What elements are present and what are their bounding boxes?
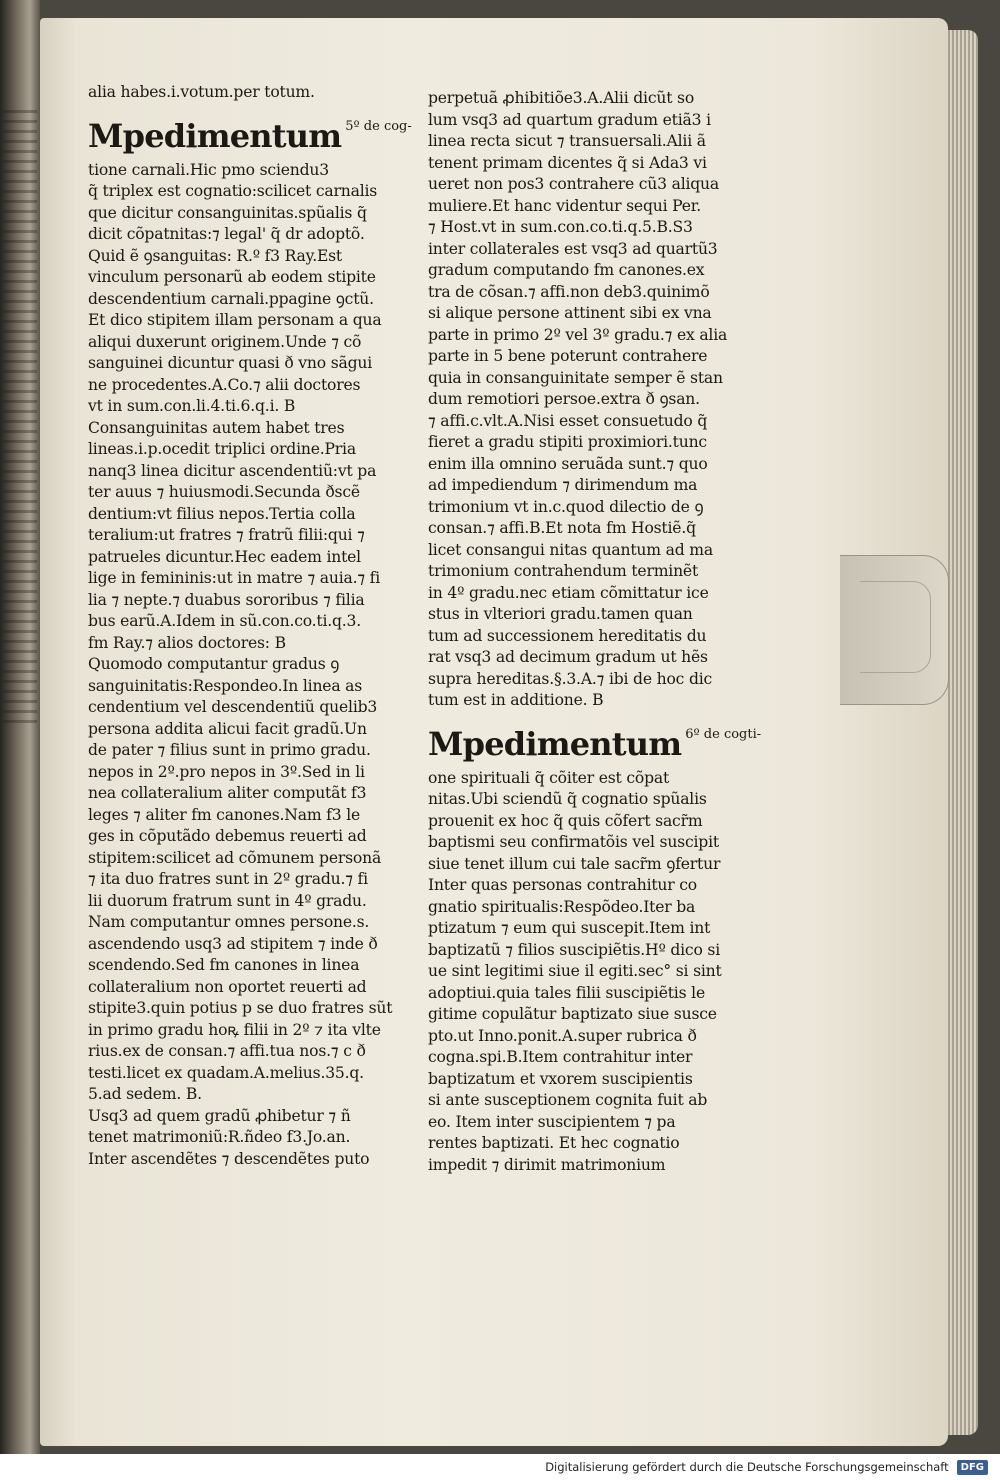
- text-line: persona addita alicui facit gradũ.Un: [88, 719, 367, 738]
- text-line: dentium:vt filius nepos.Tertia colla: [88, 504, 356, 523]
- text-line: gnatio spiritualis:Respõdeo.Iter ba: [428, 897, 696, 916]
- left-column-lines: [88, 160, 433, 1171]
- text-line: adoptiui.quia tales filii suscipiẽtis le: [428, 983, 705, 1002]
- text-line: rius.ex de consan.⁊ affi.tua nos.⁊ c ð: [88, 1042, 366, 1060]
- text-line: one spirituali q̃ cõiter est cõpat: [428, 768, 670, 787]
- text-line: gitime copulãtur baptizato siue susce: [428, 1005, 717, 1023]
- text-line: dum remotiori persoe.extra ð ꝯsan.: [428, 390, 700, 408]
- heading-note: 5º de cog-: [345, 118, 412, 134]
- heading-title: Mpedimentum: [428, 724, 682, 763]
- text-line: si ante susceptionem cognita fuit ab: [428, 1091, 708, 1109]
- text-line: ad impediendum ⁊ dirimendum ma: [428, 476, 698, 494]
- text-line: cendentium vel descendentiũ quelib3: [88, 698, 378, 716]
- text-line: Quid ẽ ꝯsanguitas: R.º f3 Ray.Est: [88, 246, 343, 265]
- text-line: gradum computando fm canones.ex: [428, 261, 705, 279]
- text-line: dicit cõpatnitas:⁊ legal' q̃ dr adoptõ.: [88, 225, 365, 243]
- text-line: de pater ⁊ filius sunt in primo gradu.: [88, 741, 371, 759]
- text-line: muliere.Et hanc videntur sequi Per.: [428, 196, 702, 215]
- text-line: nitas.Ubi sciendũ q̃ cognatio spũalis: [428, 790, 707, 808]
- text-line: stipitem:scilicet ad cõmunem personã: [88, 848, 382, 867]
- text-line: siue tenet illum cui tale sacr̃m ꝯfertur: [428, 854, 721, 873]
- text-line: patrueles dicuntur.Hec eadem intel: [88, 547, 361, 566]
- text-line: bus earũ.A.Idem in sũ.con.co.ti.q.3.: [88, 612, 362, 630]
- text-line: scendendo.Sed fm canones in linea: [88, 956, 360, 974]
- text-line: ⁊ Host.vt in sum.con.co.ti.q.5.B.S3: [428, 218, 693, 236]
- text-line: perpetuã ꝓhibitiõe3.A.Alii dicũt so: [428, 89, 695, 107]
- text-line: leges ⁊ aliter fm canones.Nam f3 le: [88, 805, 361, 824]
- text-line: ⁊ affi.c.vlt.A.Nisi esset consuetudo q̃: [428, 411, 708, 430]
- text-line: ue sint legitimi siue il egiti.sec° si sint: [428, 962, 722, 980]
- text-line: Consanguinitas autem habet tres: [88, 418, 345, 437]
- text-line: tum ad successionem hereditatis du: [428, 626, 707, 645]
- text-line: 5.ad sedem. B.: [88, 1085, 202, 1103]
- text-line: Nam computantur omnes persone.s.: [88, 913, 370, 931]
- text-line: cogna.spi.B.Item contrahitur inter: [428, 1048, 693, 1066]
- text-line: inter collaterales est vsq3 ad quartũ3: [428, 239, 718, 258]
- text-line: quia in consanguinitate semper ẽ stan: [428, 368, 723, 387]
- text-line: Usq3 ad quem gradũ ꝓhibetur ⁊ ñ: [88, 1106, 351, 1125]
- text-line: lii duorum fratrum sunt in 4º gradu.: [88, 891, 367, 910]
- text-line: aliqui duxerunt originem.Unde ⁊ cõ: [88, 332, 362, 351]
- right-column-lines-top: [428, 88, 773, 712]
- text-line: linea recta sicut ⁊ transuersali.Alii ã: [428, 132, 706, 150]
- left-page-text-traces: [3, 110, 37, 730]
- text-line: testi.licet ex quadam.A.melius.35.q.: [88, 1063, 364, 1082]
- page-stack-edge: [948, 30, 978, 1435]
- text-line: rat vsq3 ad decimum gradum ut hẽs: [428, 648, 708, 666]
- section-heading-6: [428, 714, 773, 764]
- text-line: tra de cõsan.⁊ affi.non deb3.quinimõ: [428, 282, 710, 301]
- text-line: Quomodo computantur gradus ꝯ: [88, 655, 340, 673]
- text-line: lum vsq3 ad quartum gradum etiã3 i: [428, 110, 711, 129]
- text-line: rentes baptizati. Et hec cognatio: [428, 1134, 680, 1152]
- text-line: enim illa omnino seruãda sunt.⁊ quo: [428, 454, 708, 473]
- text-line: que dicitur consanguinitas.spũalis q̃: [88, 203, 367, 222]
- text-line: tenet matrimoniũ:R.ñdeo f3.Jo.an.: [88, 1128, 351, 1146]
- text-line: teralium:ut fratres ⁊ fratrũ filii:qui ⁊: [88, 526, 365, 544]
- text-line: ges in cõputãdo debemus reuerti ad: [88, 827, 367, 845]
- text-line: ueret non pos3 contrahere cũ3 aliqua: [428, 175, 720, 193]
- text-line: ascendendo usq3 ad stipitem ⁊ inde ð: [88, 934, 378, 953]
- text-line: Et dico stipitem illam personam a qua: [88, 311, 382, 329]
- text-line: trimonium contrahendum terminẽt: [428, 562, 699, 580]
- text-line: licet consangui nitas quantum ad ma: [428, 540, 713, 559]
- text-line: fm Ray.⁊ alios doctores: B: [88, 633, 286, 652]
- section-heading-5: [88, 106, 433, 156]
- text-line: lige in femininis:ut in matre ⁊ auia.⁊ fi: [88, 569, 381, 587]
- left-page-edge: [0, 0, 40, 1460]
- text-line: lia ⁊ nepte.⁊ duabus sororibus ⁊ filia: [88, 590, 365, 609]
- text-line: sanguinei dicuntur quasi ð vno sãgui: [88, 354, 373, 372]
- text-line: tione carnali.Hic pmo sciendu3: [88, 160, 329, 179]
- text-line: descendentium carnali.ppagine ꝯctũ.: [88, 289, 374, 308]
- text-line: baptizatum et vxorem suscipientis: [428, 1069, 693, 1088]
- text-line: impedit ⁊ dirimit matrimonium: [428, 1155, 666, 1174]
- text-line: vinculum personarũ ab eodem stipite: [88, 268, 376, 286]
- text-line: collateralium non oportet reuerti ad: [88, 977, 367, 996]
- paper-slip-marker: [840, 555, 949, 705]
- text-line: tum est in additione. B: [428, 691, 604, 709]
- text-line: ptizatum ⁊ eum qui suscepit.Item int: [428, 919, 711, 937]
- text-line: fieret a gradu stipiti proximiori.tunc: [428, 433, 707, 451]
- footer-bar: [0, 1454, 1000, 1480]
- text-line: stipite3.quin potius p se duo fratres sũt: [88, 999, 393, 1017]
- dfg-logo: DFG: [957, 1460, 988, 1475]
- text-line: in 4º gradu.nec etiam cõmittatur ice: [428, 583, 709, 602]
- text-line: alia habes.i.votum.per totum.: [88, 83, 315, 101]
- text-line: consan.⁊ affi.B.Et nota fm Hostiẽ.q̃: [428, 519, 696, 537]
- text-line: stus in vlteriori gradu.tamen quan: [428, 605, 693, 623]
- text-line: supra hereditas.§.3.A.⁊ ibi de hoc dic: [428, 669, 713, 688]
- text-line: eo. Item inter suscipientem ⁊ pa: [428, 1112, 676, 1131]
- heading-note: 6º de cogti-: [685, 726, 762, 742]
- text-line: ⁊ ita duo fratres sunt in 2º gradu.⁊ fi: [88, 870, 368, 888]
- left-text-column: [88, 82, 433, 1170]
- heading-title: Mpedimentum: [88, 116, 342, 155]
- text-line: vt in sum.con.li.4.ti.6.q.i. B: [88, 397, 296, 415]
- text-line: Inter ascendẽtes ⁊ descendẽtes puto: [88, 1149, 370, 1168]
- text-line: parte in 5 bene poterunt contrahere: [428, 347, 708, 365]
- text-line: pto.ut Inno.ponit.A.super rubrica ð: [428, 1026, 697, 1045]
- text-line: nanq3 linea dicitur ascendentiũ:vt pa: [88, 461, 377, 480]
- text-line: sanguinitatis:Respondeo.In linea as: [88, 676, 363, 695]
- text-line: Inter quas personas contrahitur co: [428, 876, 697, 894]
- text-line: si alique persone attinent sibi ex vna: [428, 304, 712, 322]
- text-line: nea collateralium aliter computãt f3: [88, 784, 367, 802]
- text-line: nepos in 2º.pro nepos in 3º.Sed in li: [88, 762, 365, 781]
- text-line: parte in primo 2º vel 3º gradu.⁊ ex alia: [428, 325, 728, 344]
- text-line: q̃ triplex est cognatio:scilicet carnalis: [88, 182, 378, 200]
- text-line: prouenit ex hoc q̃ quis cõfert sacr̃m: [428, 811, 703, 830]
- text-line: baptizatũ ⁊ filios suscipiẽtis.Hº dico si: [428, 940, 720, 959]
- text-line: tenent primam dicentes q̃ si Ada3 vi: [428, 153, 707, 172]
- footer-credit: Digitalisierung gefördert durch die Deutsche Forschungsgemeinschaft: [545, 1460, 949, 1474]
- text-line: baptismi seu confirmatõis vel suscipit: [428, 833, 719, 851]
- right-text-column: [428, 88, 773, 1176]
- text-line: trimonium vt in.c.quod dilectio de ꝯ: [428, 497, 704, 516]
- text-line: in primo gradu hoꝶ filii in 2º ⁊ ita vlte: [88, 1020, 381, 1039]
- text-line: ne procedentes.A.Co.⁊ alii doctores: [88, 375, 361, 394]
- text-line: lineas.i.p.ocedit triplici ordine.Pria: [88, 440, 356, 458]
- text-line: ter auus ⁊ huiusmodi.Secunda ðscẽ: [88, 483, 360, 501]
- right-column-lines-bottom: [428, 768, 773, 1177]
